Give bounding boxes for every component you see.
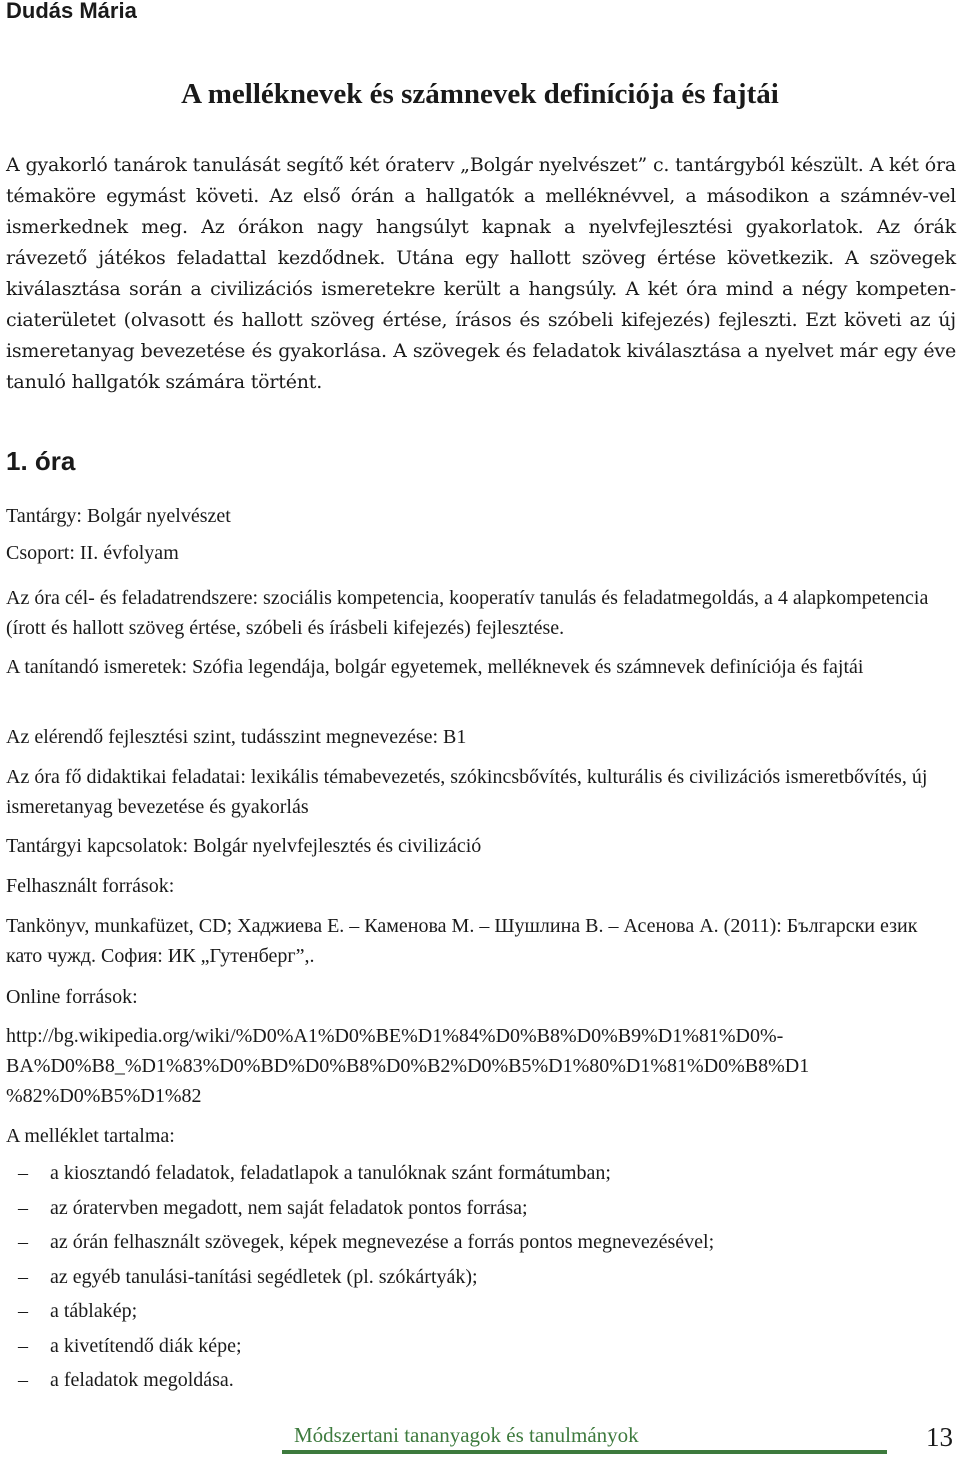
online-source-url[interactable] (6, 1021, 956, 1111)
url-line[interactable]: %82%D0%B5%D1%82 (6, 1085, 202, 1107)
list-item-text: az órán felhasznált szövegek, képek megnevezése a forrás pontos megnevezésével; (50, 1231, 715, 1253)
page-number: 13 (926, 1422, 953, 1452)
list-item-text: a kivetítendő diák képe; (50, 1334, 242, 1357)
url-line[interactable]: http://bg.wikipedia.org/wiki/%D0%A1%D0%BE%D1%84%D0%B8%D0%B9%D1%81%D0%- (6, 1025, 784, 1047)
attachment-list (18, 1158, 714, 1400)
list-item (18, 1227, 714, 1262)
lesson-heading: 1. óra (6, 446, 76, 476)
connections-line: Tantárgyi kapcsolatok: Bolgár nyelvfejlesztés és civilizáció (6, 835, 482, 857)
intro-paragraph: A gyakorló tanárok tanulását segítő két óraterv „Bolgár nyelvészet” c. tantárgyból készült. A két óra témaköre egymást követi. Az első órán a hallgatók a melléknévvel, a másodikon a számnév-vel ismerkednek meg. Az órákon nagy hangsúlyt kapnak a nyelvfejlesztési gyakorlatok. Az órák rávezető játékos feladattal kezdődnek. Utána egy hallott szöveg értése következik. A szövegek kiválasztása során a civilizációs ismeretekre került a hangsúly. A két óra mind a négy kompeten-ciaterületet (olvasott és hallott szöveg értése, írásos és szóbeli kifejezés) fejleszti. Ezt követi az új ismeretanyag bevezetése és gyakorlása. A szövegek és feladatok kiválasztása a nyelvet már egy éve tanuló hallgatók számára történt. (6, 154, 956, 393)
tasks-paragraph: Az óra fő didaktikai feladatai: lexikális témabevezetés, szókincsbővítés, kulturális és civilizációs ismeretbővítés, új ismeretanyag bevezetése és gyakorlás (6, 766, 928, 818)
dash-bullet: – (18, 1162, 28, 1184)
knowledge-paragraph: A tanítandó ismeretek: Szófia legendája, bolgár egyetemek, melléknevek és számnevek definíciója és fajtái (6, 656, 864, 678)
list-item (18, 1193, 714, 1228)
goals-paragraph: Az óra cél- és feladatrendszere: szociális kompetencia, kooperatív tanulás és feladatmegoldás, a 4 alapkompetencia (írott és hallott szöveg értése, szóbeli és írásbeli kifejezés) fejlesztése. (6, 587, 929, 639)
sources-text: Tankönyv, munkafüzet, CD; Хаджиева Е. – Каменова М. – Шушлина В. – Асенова А. (2011): Български език като чужд. София: ИК „Гутенберг”,. (6, 915, 918, 967)
list-item (18, 1331, 714, 1366)
list-item (18, 1158, 714, 1193)
level-line: Az elérendő fejlesztési szint, tudásszint megnevezése: B1 (6, 726, 467, 748)
list-item-text: a kiosztandó feladatok, feladatlapok a tanulóknak szánt formátumban; (50, 1162, 611, 1184)
page-title: A melléknevek és számnevek definíciója és fajtái (181, 78, 779, 110)
dash-bullet: – (18, 1265, 28, 1288)
dash-bullet: – (18, 1369, 28, 1391)
list-item (18, 1365, 714, 1400)
author-name: Dudás Mária (6, 0, 137, 23)
url-line[interactable]: BA%D0%B8_%D1%83%D0%BD%D0%B8%D0%B2%D0%B5%D1%80%D1%81%D0%B8%D1 (6, 1055, 810, 1077)
list-item-text: az egyéb tanulási-tanítási segédletek (pl. szókártyák); (50, 1265, 478, 1288)
list-item-text: a feladatok megoldása. (50, 1369, 234, 1391)
dash-bullet: – (18, 1231, 28, 1253)
online-sources-label: Online források: (6, 986, 138, 1008)
list-item (18, 1262, 714, 1297)
list-item (18, 1296, 714, 1331)
footer-series-title: Módszertani tananyagok és tanulmányok (294, 1423, 639, 1447)
dash-bullet: – (18, 1334, 28, 1357)
group-line: Csoport: II. évfolyam (6, 542, 179, 564)
sources-label: Felhasznált források: (6, 875, 175, 897)
dash-bullet: – (18, 1196, 28, 1219)
list-item-text: a táblakép; (50, 1300, 138, 1322)
dash-bullet: – (18, 1300, 28, 1322)
list-item-text: az óratervben megadott, nem saját feladatok pontos forrása; (50, 1196, 528, 1219)
footer-rule (282, 1450, 887, 1454)
subject-line: Tantárgy: Bolgár nyelvészet (6, 505, 231, 527)
attachment-label: A melléklet tartalma: (6, 1125, 175, 1147)
